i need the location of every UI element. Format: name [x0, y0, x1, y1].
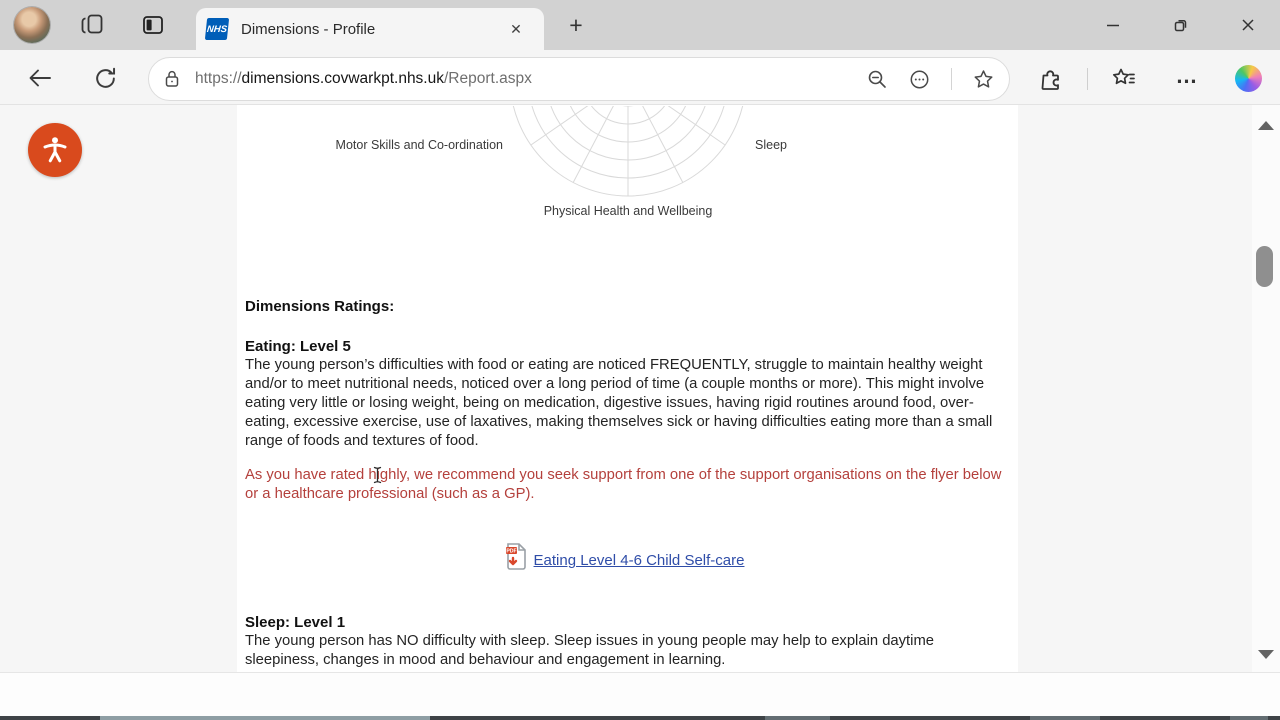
progress-segment [1030, 716, 1100, 720]
desktop-area [0, 672, 1280, 716]
window-close-icon [1241, 18, 1255, 32]
copilot-icon [1235, 65, 1262, 92]
tab-title: Dimensions - Profile [241, 20, 376, 38]
scrollbar[interactable] [1252, 105, 1280, 672]
settings-more-button[interactable]: … [1175, 63, 1199, 88]
page-content [0, 105, 1280, 672]
text-cursor-ibeam [372, 466, 383, 484]
url-scheme: https:// [195, 70, 242, 87]
scrollbar-thumb[interactable] [1256, 246, 1273, 287]
sleep-description: The young person has NO difficulty with sleep. Sleep issues in young people may help to explain daytime sleepiness, changes in mood and behaviour and engagement in learning. [245, 633, 935, 668]
address-bar-divider [951, 68, 952, 90]
sleep-heading: Sleep: Level 1 [245, 614, 346, 631]
radar-label-sleep: Sleep [755, 138, 787, 152]
selfcare-link-row [245, 542, 1003, 576]
restore-icon [1173, 18, 1188, 33]
scrollbar-up-arrow[interactable] [1258, 121, 1274, 130]
accessibility-widget-button[interactable] [28, 123, 82, 177]
nhs-favicon: NHS [205, 18, 229, 40]
toolbar-divider [1087, 68, 1088, 90]
url-host: dimensions.covwarkpt.nhs.uk [241, 70, 444, 87]
radar-label-motor-skills: Motor Skills and Co-ordination [335, 138, 503, 152]
lock-icon [163, 69, 181, 89]
address-bar[interactable] [148, 57, 1010, 101]
refresh-button[interactable] [91, 64, 119, 92]
favorites-list-icon [1110, 65, 1137, 92]
restore-button[interactable] [1166, 12, 1194, 38]
scrollbar-down-arrow[interactable] [1258, 650, 1274, 659]
accessibility-person-icon [40, 135, 70, 165]
report-text [245, 105, 1003, 670]
extensions-button[interactable] [1037, 64, 1065, 92]
extensions-icon [1038, 65, 1064, 91]
tab-dimensions-profile[interactable] [196, 8, 544, 50]
eating-description: The young person’s difficulties with food or eating are noticed FREQUENTLY, struggle to maintain healthy weight and/or to meet nutritional needs, noticed over a long period of time (a couple months or more). This might involve eating very little or losing weight, being on medication, digestive issues, having rigid routines around food, over-eating, excessive exercise, use of laxatives, making themselves sick or having difficulties eating more than a small range of foods and textures of food. [245, 357, 993, 449]
zoom-out-icon[interactable] [866, 68, 888, 90]
progress-segment [765, 716, 830, 720]
workspaces-icon [79, 12, 105, 38]
window-close-button[interactable] [1234, 12, 1262, 38]
back-button[interactable] [26, 64, 54, 92]
vertical-tabs-icon [141, 13, 165, 37]
url-text[interactable] [195, 70, 532, 88]
tab-actions-button[interactable] [139, 11, 167, 39]
profile-avatar[interactable] [14, 7, 50, 43]
favorite-star-icon[interactable] [972, 68, 995, 91]
tab-strip [0, 0, 1280, 50]
pdf-file-icon [504, 542, 528, 570]
eating-alert-text: As you have rated highly, we recommend you seek support from one of the support organisations on the flyer below or a healthcare professional (such as a GP). [245, 467, 1002, 502]
eating-heading: Eating: Level 5 [245, 338, 351, 355]
back-icon [27, 65, 53, 91]
favorites-button[interactable] [1109, 64, 1137, 92]
tab-close-button[interactable]: ✕ [510, 20, 522, 37]
minimize-icon [1106, 18, 1120, 32]
video-progress-bar [0, 716, 1280, 720]
eating-selfcare-link[interactable]: Eating Level 4-6 Child Self-care [533, 552, 745, 569]
svg-text:PDF: PDF [505, 548, 517, 555]
refresh-icon [93, 66, 118, 91]
progress-segment [1230, 716, 1268, 720]
progress-segment [100, 716, 430, 720]
radar-label-physical-health: Physical Health and Wellbeing [543, 204, 713, 218]
copilot-button[interactable] [1234, 64, 1262, 92]
url-path: /Report.aspx [444, 70, 532, 87]
site-permissions-icon[interactable] [908, 68, 931, 91]
ratings-heading: Dimensions Ratings: [245, 298, 395, 315]
minimize-button[interactable] [1099, 12, 1127, 38]
new-tab-button[interactable]: + [569, 11, 583, 38]
workspaces-button[interactable] [78, 11, 106, 39]
